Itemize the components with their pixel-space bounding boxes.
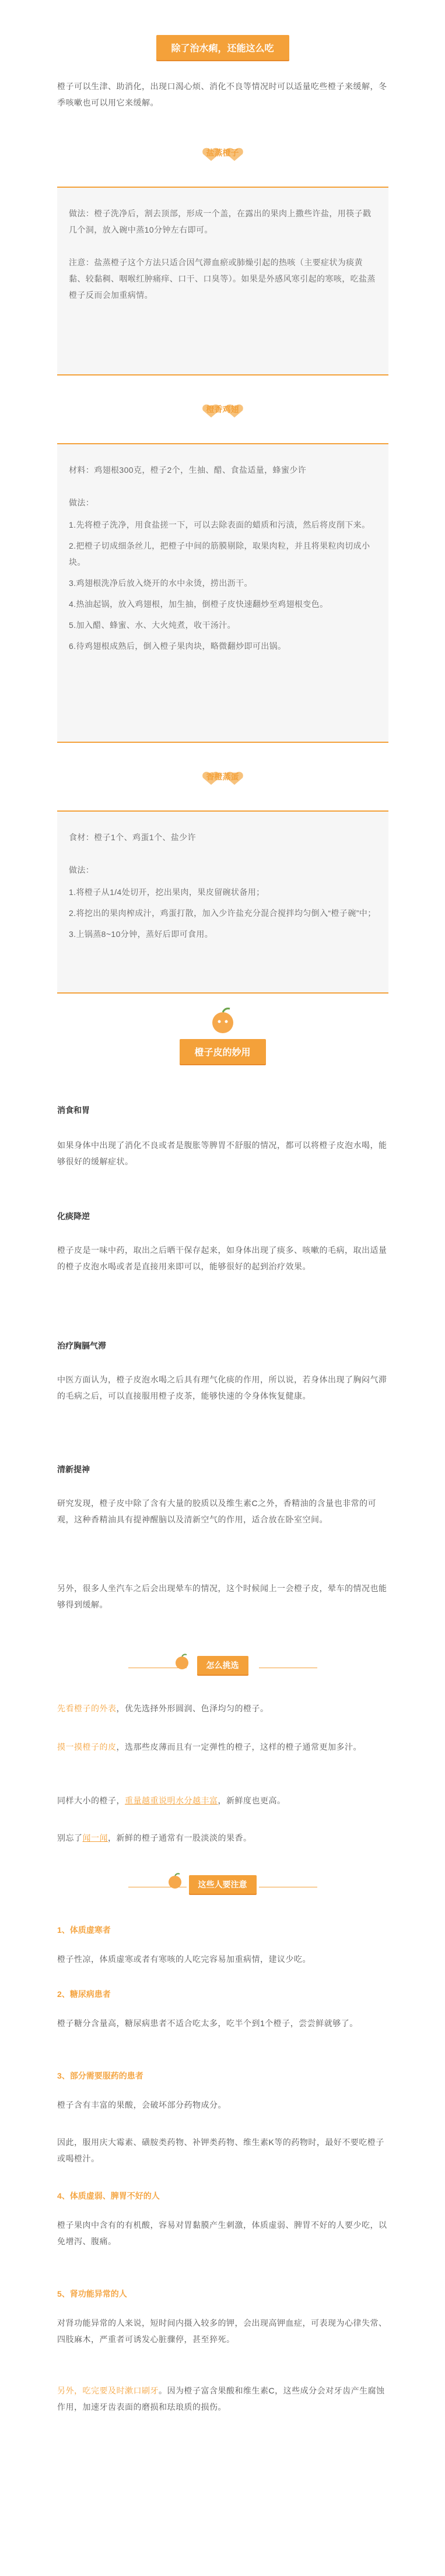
section3-text: ，选那些皮薄而且有一定弹性的橙子，这样的橙子通常更加多汁。 bbox=[116, 1742, 362, 1752]
section4-item-text: 橙子果肉中含有的有机酸，容易对胃黏膜产生刺激，体质虚弱、脾胃不好的人要少吃，以免增泻、腹痛。 bbox=[57, 2220, 387, 2246]
section4-item-text: 橙子含有丰富的果酸，会破坏部分药物成分。 bbox=[57, 2100, 226, 2110]
section2-extra: 另外，很多人坐汽车之后会出现晕车的情况，这个时候闻上一会橙子皮，晕车的情况也能够得到缓解。 bbox=[57, 1584, 387, 1609]
section3-banner: 怎么挑选 bbox=[197, 1656, 248, 1675]
recipe2-step: 3.鸡翅根洗净后放入烧开的水中汆烫，捞出沥干。 bbox=[69, 578, 253, 588]
recipe1-title: 盐蒸橙子 bbox=[206, 148, 239, 157]
section4-item-text: 对肾功能异常的人来说，短时间内摄入较多的钾，会出现高钾血症，可表现为心律失常、四肢麻木，严重者可诱发心脏骤停，甚至猝死。 bbox=[57, 2318, 387, 2344]
recipe2-step: 2.把橙子切成细条丝儿，把橙子中间的筋膜剔除，取果肉粒，并且将果粒肉切成小块。 bbox=[69, 541, 370, 567]
section2-item-head: 治疗胸膈气滞 bbox=[57, 1341, 106, 1350]
section3-tip-3 bbox=[57, 1792, 390, 1809]
recipe2-step: 1.先将橙子洗净，用食盐搓一下，可以去除表面的蜡质和污渍，然后将皮削下来。 bbox=[69, 520, 370, 529]
section4-item-text: 橙子糖分含量高，糖尿病患者不适合吃太多，吃半个到1个橙子，尝尝鲜就够了。 bbox=[57, 2019, 358, 2028]
section4-item-head: 4、体质虚弱、脾胃不好的人 bbox=[57, 2191, 160, 2201]
section2-item-text: 如果身体中出现了消化不良或者是腹胀等脾胃不舒服的情况，都可以将橙子皮泡水喝，能够很好的缓解症状。 bbox=[57, 1140, 387, 1166]
orange-mascot-icon bbox=[205, 1006, 240, 1038]
section4-final bbox=[57, 2382, 390, 2415]
section2-item-text: 中医方面认为，橙子皮泡水喝之后具有理气化痰的作用，所以说，若身体出现了胸闷气滞的毛病之后，可以直接服用橙子皮茶，能够快速的令身体恢复健康。 bbox=[57, 1375, 387, 1401]
recipe2-step: 6.待鸡翅根成熟后，倒入橙子果肉块，略微翻炒即可出锅。 bbox=[69, 641, 286, 651]
section2-item-text: 橙子皮是一味中药，取出之后晒干保存起来，如身体出现了痰多、咳嗽的毛病，取出适量的橙子皮泡水喝或者是直接用来即可以，能够很好的起到治疗效果。 bbox=[57, 1245, 387, 1271]
recipe3-box bbox=[57, 810, 388, 994]
section3-text: ，新鲜的橙子通常有一股淡淡的果香。 bbox=[108, 1833, 252, 1842]
section4-item-head: 2、糖尿病患者 bbox=[57, 1989, 111, 1999]
recipe2-box bbox=[57, 443, 388, 743]
section4-banner: 这些人要注意 bbox=[189, 1875, 257, 1894]
section4-final-text: 。因为橙子富含果酸和维生素C，这些成分会对牙齿产生腐蚀作用，加速牙齿表面的磨损和珐琅质的损伤。 bbox=[57, 2386, 385, 2412]
section3-tip-2 bbox=[57, 1739, 390, 1755]
recipe3-title: 香橙蒸蛋 bbox=[206, 772, 239, 781]
section4-item-text: 橙子性凉，体质虚寒或者有寒咳的人吃完容易加重病情，建议少吃。 bbox=[57, 1954, 311, 1964]
recipe2-title: 橙香鸡翅 bbox=[206, 405, 239, 414]
recipe1-note: 注意：盐蒸橙子这个方法只适合因气滞血瘀或肺燥引起的热咳（主要症状为痰黄黏、较黏稠、咽喉红肿痛痒、口干、口臭等）。如果是外感风寒引起的寒咳，吃盐蒸橙子反而会加重病情。 bbox=[69, 258, 376, 300]
section3-text: ，新鲜度也更高。 bbox=[218, 1796, 286, 1805]
recipe2-ingredients: 材料：鸡翅根300克，橙子2个，生抽、醋、食盐适量，蜂蜜少许 bbox=[69, 465, 307, 475]
recipe3-step: 3.上锅蒸8~10分钟，蒸好后即可食用。 bbox=[69, 929, 213, 939]
recipe3-ingredients: 食材：橙子1个、鸡蛋1个、盐少许 bbox=[69, 833, 196, 842]
section4-item-head: 5、肾功能异常的人 bbox=[57, 2289, 127, 2298]
section4-item-head: 3、部分需要服药的患者 bbox=[57, 2071, 143, 2080]
section2-item-head: 化痰降逆 bbox=[57, 1212, 90, 1221]
section2-item-text: 研究发现，橙子皮中除了含有大量的胶质以及维生素C之外，香精油的含量也非常的可观，这种香精油具有提神醒脑以及清新空气的作用，适合放在卧室空间。 bbox=[57, 1498, 377, 1524]
recipe1-method: 做法：橙子洗净后，割去顶部，形成一个盖，在露出的果肉上撒些许盐，用筷子戳几个洞，放入碗中蒸10分钟左右即可。 bbox=[69, 209, 372, 234]
recipe2-step: 4.热油起锅，放入鸡翅根，加生抽，倒橙子皮快速翻炒至鸡翅根变色。 bbox=[69, 599, 328, 609]
section3-text: 同样大小的橙子， bbox=[57, 1796, 125, 1805]
section3-text: ，优先选择外形圆润、色泽均匀的橙子。 bbox=[116, 1704, 269, 1713]
recipe1-box bbox=[57, 187, 388, 375]
section4-final-highlight: 另外，吃完要及时漱口刷牙 bbox=[57, 2386, 159, 2395]
section3-tip-1 bbox=[57, 1700, 390, 1717]
recipe2-method-label: 做法： bbox=[69, 498, 94, 507]
section1-banner: 除了治水痢，还能这么吃 bbox=[156, 35, 289, 60]
section3-highlight: 闻一闻 bbox=[82, 1833, 108, 1842]
section2-item-head: 消食和胃 bbox=[57, 1105, 90, 1115]
recipe3-step: 2.将挖出的果肉榨成汁，鸡蛋打散，加入少许盐充分混合搅拌均匀倒入“橙子碗”中； bbox=[69, 908, 376, 918]
orange-mascot-icon bbox=[166, 1873, 184, 1893]
recipe3-method-label: 做法： bbox=[69, 865, 94, 875]
section3-highlight: 摸一摸橙子的皮 bbox=[57, 1742, 117, 1752]
recipe2-step: 5.加入醋、蜂蜜、水、大火炖煮，收干汤汁。 bbox=[69, 620, 236, 630]
section3-highlight: 先看橙子的外表 bbox=[57, 1704, 117, 1713]
section3-highlight: 重量越重说明水分越丰富 bbox=[125, 1796, 218, 1805]
orange-mascot-icon bbox=[173, 1654, 191, 1674]
section1-intro: 橙子可以生津、助消化，出现口渴心烦、消化不良等情况时可以适量吃些橙子来缓解，冬季咳嗽也可以用它来缓解。 bbox=[57, 82, 387, 107]
section3-tip-4 bbox=[57, 1830, 390, 1846]
section3-text: 别忘了 bbox=[57, 1833, 83, 1842]
section4-item-head: 1、体质虚寒者 bbox=[57, 1925, 111, 1935]
recipe3-step: 1.将橙子从1/4处切开，挖出果肉，果皮留碗状备用； bbox=[69, 887, 265, 897]
section4-item-text: 因此，服用庆大霉素、磺胺类药物、补钾类药物、维生素K等的药物时，最好不要吃橙子或喝橙汁。 bbox=[57, 2138, 384, 2163]
section2-item-head: 清新提神 bbox=[57, 1465, 90, 1474]
section2-banner: 橙子皮的妙用 bbox=[179, 1039, 265, 1064]
